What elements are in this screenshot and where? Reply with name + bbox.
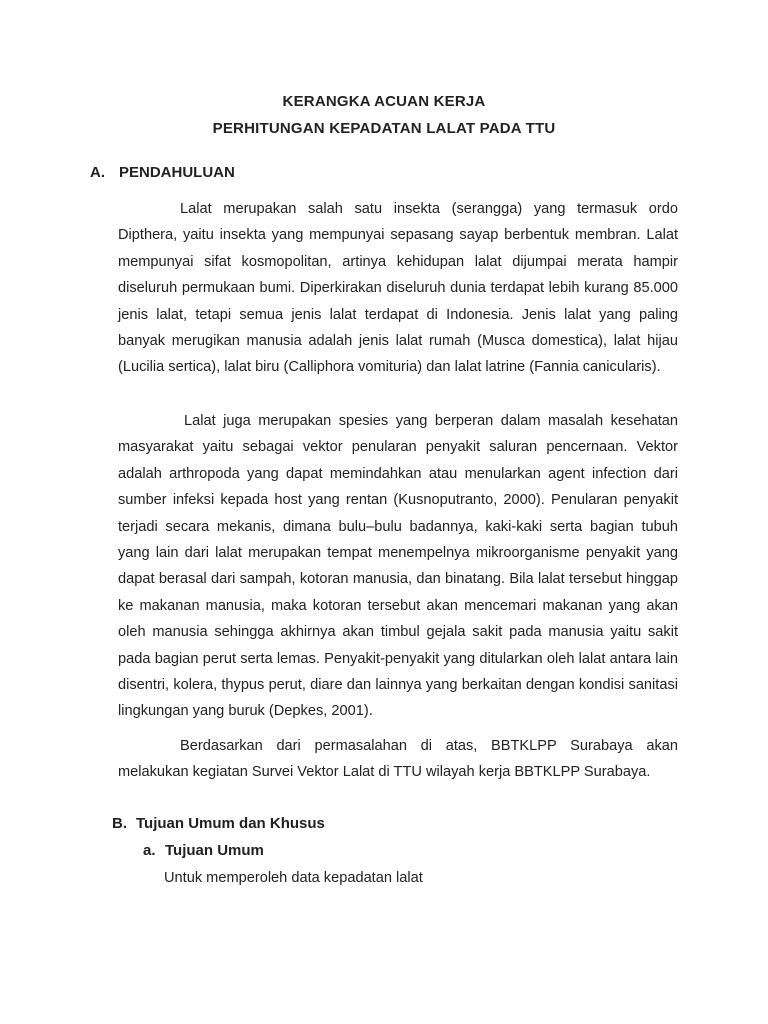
section-a-number: A.	[90, 164, 105, 181]
paragraph-1: Lalat merupakan salah satu insekta (serangga) yang termasuk ordo Dipthera, yaitu insekta yang mempunyai sepasang sayap berbentuk membran. Lalat mempunyai sifat kosmopolitan, artinya kehidupan lalat dijumpai merata hampir diseluruh permukaan bumi. Diperkirakan diseluruh dunia terdapat lebih kurang 85.000 jenis lalat, tetapi semua jenis lalat terdapat di Indonesia. Jenis lalat yang paling banyak merugikan manusia adalah jenis lalat rumah (Musca domestica), lalat hijau (Lucilia sertica), lalat biru (Calliphora vomituria) dan lalat latrine (Fannia canicularis).	[118, 201, 678, 376]
subsection-a-heading	[143, 842, 264, 859]
section-b-heading	[112, 815, 325, 832]
paragraph-3: Berdasarkan dari permasalahan di atas, BBTKLPP Surabaya akan melakukan kegiatan Survei Vektor Lalat di TTU wilayah kerja BBTKLPP Surabaya.	[118, 738, 678, 781]
document-subtitle: PERHITUNGAN KEPADATAN LALAT PADA TTU	[212, 120, 556, 137]
document-title: KERANGKA ACUAN KERJA	[282, 93, 486, 110]
subsection-a-number: a.	[143, 842, 156, 859]
section-a-title: PENDAHULUAN	[119, 164, 235, 181]
paragraph-2: Lalat juga merupakan spesies yang berperan dalam masalah kesehatan masyarakat yaitu sebagai vektor penularan penyakit saluran pencernaan. Vektor adalah arthropoda yang dapat memindahkan atau menularkan agent infection dari sumber infeksi kepada host yang rentan (Kusnoputranto, 2000). Penularan penyakit terjadi secara mekanis, dimana bulu–bulu badannya, kaki-kaki serta bagian tubuh yang lain dari lalat merupakan tempat menempelnya mikroorganisme penyakit yang dapat berasal dari sampah, kotoran manusia, dan binatang. Bila lalat tersebut hinggap ke makanan manusia, maka kotoran tersebut akan mencemari makanan yang akan oleh manusia sehingga akhirnya akan timbul gejala sakit pada manusia yaitu sakit pada bagian perut serta lemas. Penyakit-penyakit yang ditularkan oleh lalat antara lain disentri, kolera, thypus perut, diare dan lainnya yang berkaitan dengan kondisi sanitasi lingkungan yang buruk (Depkes, 2001).	[118, 413, 678, 720]
subsection-a-text: Untuk memperoleh data kepadatan lalat	[164, 870, 423, 886]
subsection-a-title: Tujuan Umum	[165, 842, 264, 859]
section-b-title: Tujuan Umum dan Khusus	[136, 815, 325, 832]
section-a-heading	[90, 164, 235, 181]
section-b-number: B.	[112, 815, 127, 832]
